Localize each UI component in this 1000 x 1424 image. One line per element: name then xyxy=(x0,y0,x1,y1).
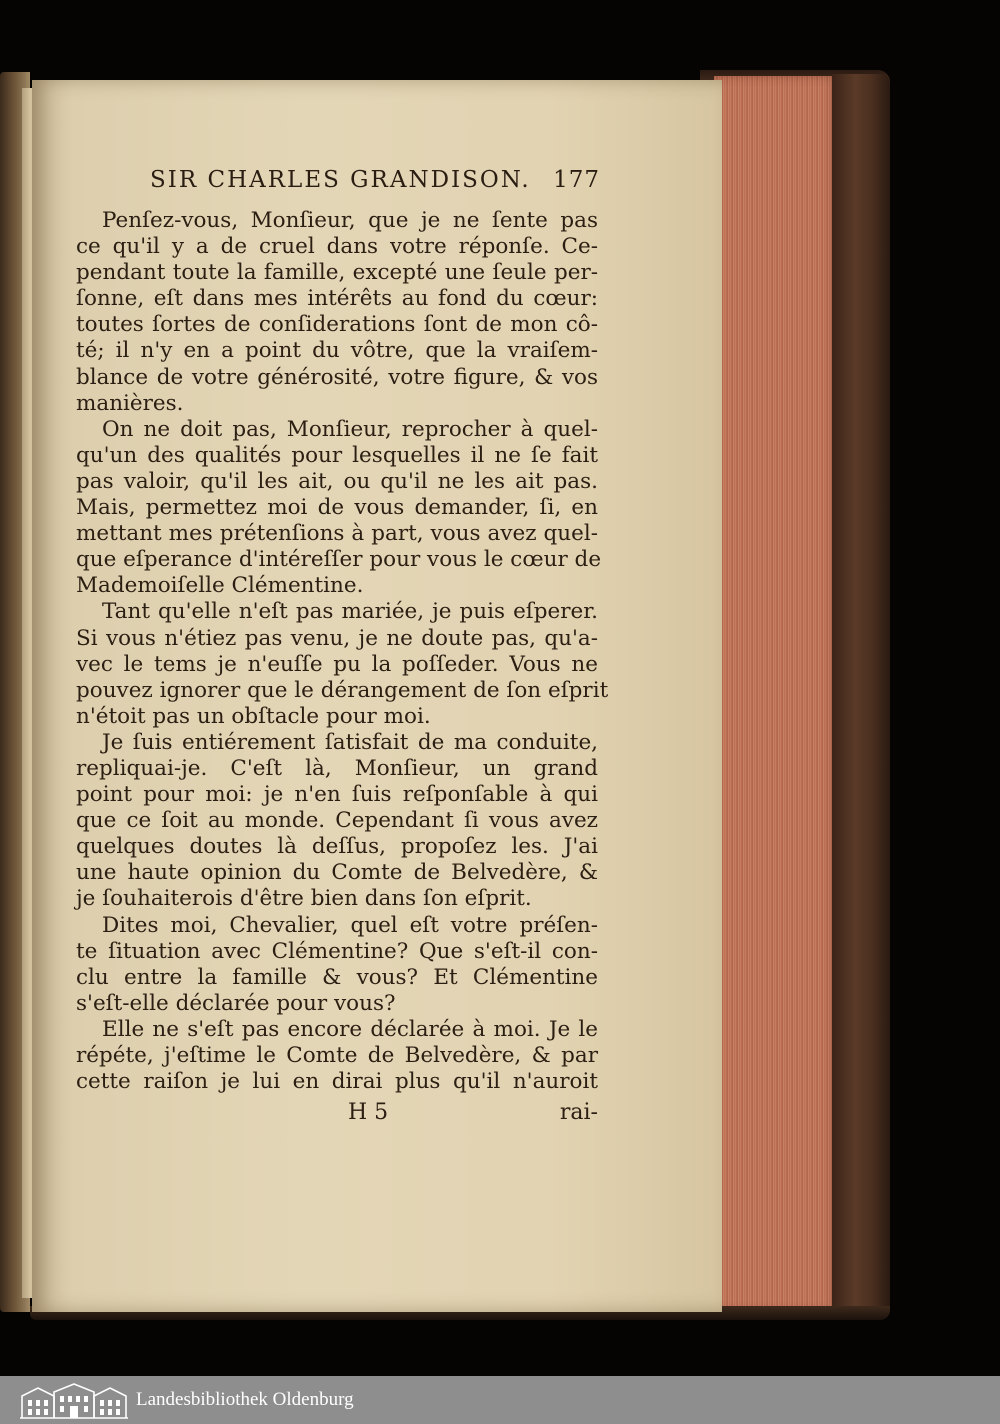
text-line: cette raiſon je lui en dirai plus qu'il n'auroit xyxy=(76,1069,598,1095)
text-line: vec le tems je n'euſſe pu la poſſeder. Vous ne xyxy=(76,651,598,677)
text-line: manières. xyxy=(76,390,184,416)
text-line: blance de votre générosité, votre figure, & vos xyxy=(76,364,598,390)
library-name: Landesbibliothek Oldenburg xyxy=(136,1389,354,1410)
text-line: clu entre la famille & vous? Et Clémentine xyxy=(76,964,598,990)
text-line: Mais, permettez moi de vous demander, ſi, en xyxy=(76,495,598,521)
text-line: pas valoir, qu'il les ait, ou qu'il ne les ait pas. xyxy=(76,468,598,494)
body-text xyxy=(76,208,609,1095)
text-line: Penſez-vous, Monſieur, que je ne ſente pas xyxy=(102,208,598,233)
text-line: point pour moi: je n'en ſuis reſponſable à qui xyxy=(76,782,598,808)
text-line: qu'un des qualités pour lesquelles il ne ſe fait xyxy=(76,442,598,468)
text-line: te ſituation avec Clémentine? Que s'eſt-il con- xyxy=(76,938,598,964)
text-line: Mademoiſelle Clémentine. xyxy=(76,573,364,599)
text-line: quelques doutes là deſſus, propoſez les. J'ai xyxy=(76,834,598,860)
text-line: Si vous n'étiez pas venu, je ne doute pas, qu'a- xyxy=(76,625,598,651)
text-line: je ſouhaiterois d'être bien dans ſon eſprit. xyxy=(76,886,532,912)
page-block-edges xyxy=(714,76,840,1312)
text-line: pouvez ignorer que le dérangement de ſon eſprit xyxy=(76,677,609,703)
text-line: mettant mes prétenſions à part, vous avez quel- xyxy=(76,521,598,547)
page-footer-marks xyxy=(76,1100,598,1125)
text-line: Dites moi, Chevalier, quel eſt votre préſen- xyxy=(102,912,598,938)
text-line: que eſperance d'intéreſſer pour vous le cœur de xyxy=(76,547,602,573)
text-line: Elle ne s'eſt pas encore déclarée à moi. Je le xyxy=(102,1016,598,1042)
library-building-icon xyxy=(18,1380,130,1420)
text-line: On ne doit pas, Monſieur, reprocher à quel- xyxy=(102,416,598,442)
text-line: s'eſt-elle déclarée pour vous? xyxy=(76,990,396,1016)
text-line: repliquai-je. C'eſt là, Monſieur, un grand xyxy=(76,755,598,781)
text-line: Tant qu'elle n'eſt pas mariée, je puis eſperer. xyxy=(102,599,598,625)
catchword: rai- xyxy=(559,1100,598,1125)
text-line: ce qu'il y a de cruel dans votre réponſe. Ce- xyxy=(76,234,598,260)
text-line: toutes ſortes de conſiderations ſont de mon cô- xyxy=(76,312,598,338)
running-head xyxy=(150,167,600,193)
text-line: n'étoit pas un obſtacle pour moi. xyxy=(76,703,431,729)
text-line: pendant toute la famille, excepté une ſeule per- xyxy=(76,260,598,286)
footer-bar xyxy=(0,1376,1000,1424)
running-head-title: SIR CHARLES GRANDISON. xyxy=(150,167,531,193)
text-line: ſonne, eſt dans mes intérêts au fond du cœur: xyxy=(76,286,598,312)
text-line: une haute opinion du Comte de Belvedère, & xyxy=(76,860,598,886)
text-line: Je ſuis entiérement ſatisfait de ma conduite, xyxy=(102,729,598,755)
text-line: répéte, j'eſtime le Comte de Belvedère, & par xyxy=(76,1043,598,1068)
right-cover xyxy=(832,74,890,1318)
text-line: que ce ſoit au monde. Cependant ſi vous avez xyxy=(76,808,598,834)
text-line: té; il n'y en a point du vôtre, que la vraiſem- xyxy=(76,338,598,364)
signature-mark: H 5 xyxy=(348,1100,389,1125)
page-number: 177 xyxy=(553,167,600,193)
